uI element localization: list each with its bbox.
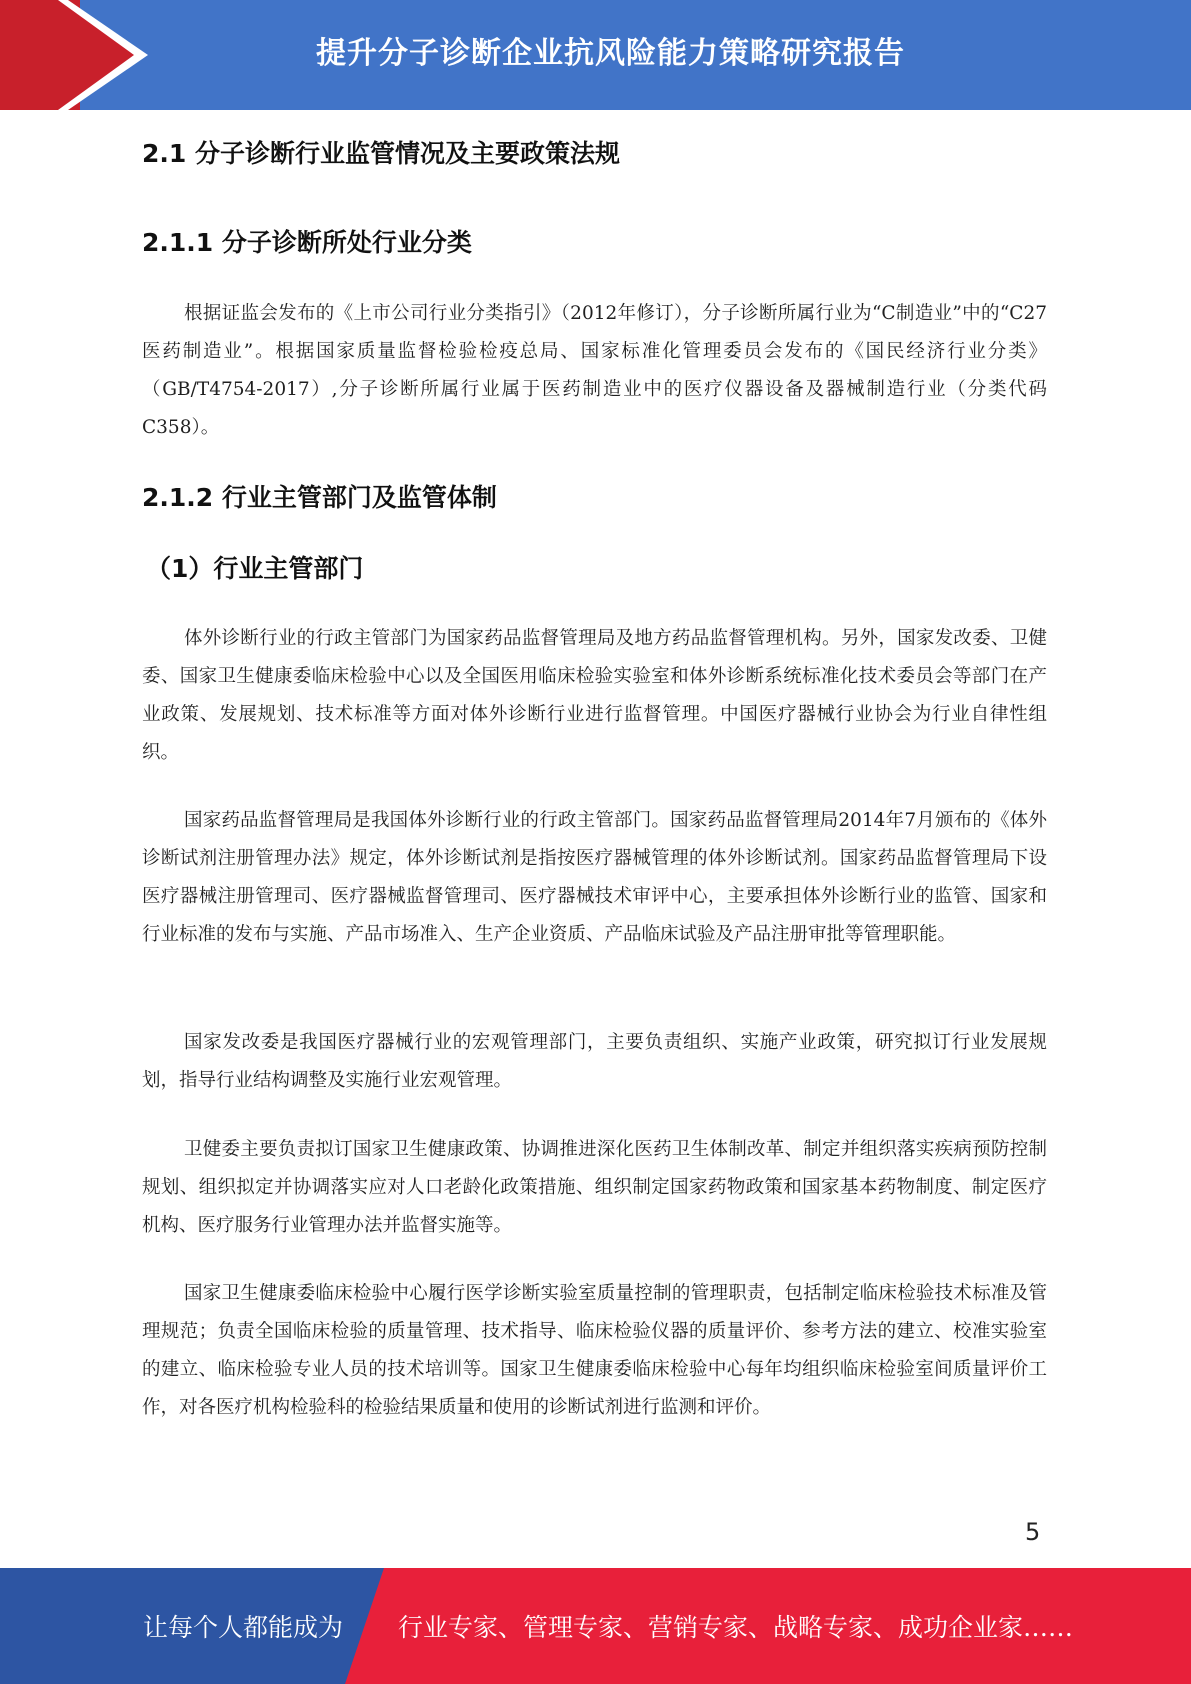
paragraph-industry-classification: 根据证监会发布的《上市公司行业分类指引》（2012年修订），分子诊断所属行业为“C制造业”中的“C27医药制造业”。根据国家质量监督检验检疫总局、国家标准化管理委员会发布的《国民经济行业分类》（GB/T4754-2017）,分子诊断所属行业属于医药制造业中的医疗仪器设备及器械制造行业（分类代码C358）。	[142, 303, 1047, 438]
section-heading-2-1: 2.1 分子诊断行业监管情况及主要政策法规	[142, 139, 620, 168]
footer-slogan-right: 行业专家、管理专家、营销专家、战略专家、成功企业家……	[398, 1613, 1074, 1642]
footer-banner	[0, 1568, 1191, 1684]
header-banner	[0, 0, 1191, 110]
footer-slogan-left: 让每个人都能成为	[143, 1613, 344, 1642]
paragraph-nmpa: 国家药品监督管理局是我国体外诊断行业的行政主管部门。国家药品监督管理局2014年7月颁布的《体外诊断试剂注册管理办法》规定，体外诊断试剂是指按医疗器械管理的体外诊断试剂。国家药品监督管理局下设医疗器械注册管理司、医疗器械监督管理司、医疗器械技术审评中心，主要承担体外诊断行业的监管、国家和行业标准的发布与实施、产品市场准入、生产企业资质、产品临床试验及产品注册审批等管理职能。	[142, 810, 1047, 945]
paragraph-nccl: 国家卫生健康委临床检验中心履行医学诊断实验室质量控制的管理职责，包括制定临床检验技术标准及管理规范；负责全国临床检验的质量管理、技术指导、临床检验仪器的质量评价、参考方法的建立、校准实验室的建立、临床检验专业人员的技术培训等。国家卫生健康委临床检验中心每年均组织临床检验室间质量评价工作，对各医疗机构检验科的检验结果质量和使用的诊断试剂进行监测和评价。	[142, 1283, 1047, 1418]
paragraph-nhc: 卫健委主要负责拟订国家卫生健康政策、协调推进深化医药卫生体制改革、制定并组织落实疾病预防控制规划、组织拟定并协调落实应对人口老龄化政策措施、组织制定国家药物政策和国家基本药物制度、制定医疗机构、医疗服务行业管理办法并监督实施等。	[142, 1139, 1047, 1236]
page-number: 5	[1025, 1518, 1041, 1546]
paragraph-ndrc: 国家发改委是我国医疗器械行业的宏观管理部门，主要负责组织、实施产业政策，研究拟订行业发展规划，指导行业结构调整及实施行业宏观管理。	[142, 1032, 1047, 1091]
section-heading-2-1-1: 2.1.1 分子诊断所处行业分类	[142, 228, 472, 257]
subheading-authority: （1）行业主管部门	[146, 554, 364, 583]
report-title: 提升分子诊断企业抗风险能力策略研究报告	[316, 36, 905, 71]
section-heading-2-1-2: 2.1.2 行业主管部门及监管体制	[142, 483, 497, 512]
paragraph-ivd-authority: 体外诊断行业的行政主管部门为国家药品监督管理局及地方药品监督管理机构。另外，国家发改委、卫健委、国家卫生健康委临床检验中心以及全国医用临床检验实验室和体外诊断系统标准化技术委员会等部门在产业政策、发展规划、技术标准等方面对体外诊断行业进行监督管理。中国医疗器械行业协会为行业自律性组织。	[142, 628, 1047, 763]
